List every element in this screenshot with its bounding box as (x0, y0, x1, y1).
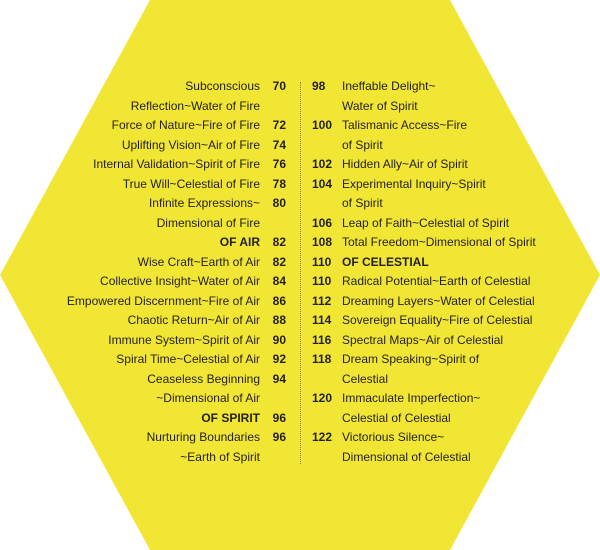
toc-entry (312, 292, 574, 312)
toc-entry-title-line: of Spirit (342, 196, 383, 210)
toc-entry-title-line: Dreaming Layers~Water of Celestial (342, 293, 535, 308)
toc-entry (40, 428, 286, 467)
toc-entry (40, 155, 286, 175)
toc-page-number: 82 (272, 235, 286, 249)
toc-entry (40, 116, 286, 136)
toc-entry (312, 155, 574, 175)
toc-page-number: 114 (312, 313, 332, 327)
toc-entry-title (342, 311, 532, 331)
toc-entry-title (138, 253, 260, 273)
toc-page-number: 108 (312, 235, 333, 249)
toc-entry-title-line: Immaculate Imperfection~ (342, 391, 481, 405)
toc-page-number: 110 (312, 254, 332, 269)
toc-right-column (312, 77, 574, 467)
toc-entry-title-line: Uplifting Vision~Air of Fire (121, 137, 260, 152)
toc-entry-title (342, 428, 471, 467)
toc-entry-title (342, 155, 468, 175)
toc-page-number: 120 (312, 391, 333, 405)
toc-entry-title (100, 272, 260, 292)
toc-page-number: 92 (272, 352, 286, 366)
toc-entry (40, 272, 286, 292)
toc-entry-title (342, 116, 467, 155)
toc-entry-title (342, 272, 530, 292)
toc-entry-title-line: Ceaseless Beginning (147, 371, 260, 386)
toc-page-number: 74 (272, 137, 286, 152)
toc-page-number: 110 (312, 274, 332, 288)
toc-entry-title-line: Dimensional of Celestial (342, 449, 471, 464)
toc-section-heading (40, 409, 286, 429)
toc-left-column (40, 77, 286, 467)
toc-entry-title (342, 350, 479, 389)
toc-entry-title-line: Ineffable Delight~ (342, 79, 436, 93)
toc-entry-title (342, 389, 480, 428)
toc-entry-title-line: Force of Nature~Fire of Fire (111, 118, 260, 132)
toc-entry-title-line: Sovereign Equality~Fire of Celestial (342, 313, 533, 327)
toc-entry-title-line: Talismanic Access~Fire (342, 118, 468, 132)
toc-entry-title (149, 194, 260, 233)
toc-entry-title (123, 175, 260, 195)
toc-entry-title-line: Celestial of Celestial (342, 410, 451, 425)
toc-page-number: 70 (272, 79, 286, 93)
toc-page-number: 118 (312, 352, 332, 366)
toc-entry-title-line: ~Earth of Spirit (180, 449, 260, 464)
toc-entry (312, 116, 574, 155)
toc-page-number: 78 (272, 176, 286, 191)
toc-entry (312, 272, 574, 292)
toc-entry-title-line: Water of Spirit (342, 98, 418, 113)
toc-entry-title (342, 175, 486, 214)
toc-entry (312, 233, 574, 253)
toc-entry-title-line: Reflection~Water of Fire (130, 98, 260, 113)
toc-entry (312, 214, 574, 234)
toc-entry-title-line: Wise Craft~Earth of Air (137, 254, 260, 269)
toc-entry-title-line: Spiral Time~Celestial of Air (116, 352, 260, 366)
toc-page-number: 96 (272, 410, 286, 425)
toc-entry-title-line: Hidden Ally~Air of Spirit (342, 157, 468, 171)
toc-entry-title-line: Dimensional of Fire (156, 215, 260, 230)
toc-page-number: 72 (272, 118, 286, 132)
toc-entry (312, 331, 574, 351)
toc-entry-title-line: Subconscious (185, 79, 260, 93)
toc-entry-title (108, 331, 260, 351)
toc-page-number: 102 (312, 157, 333, 171)
toc-page-number: 96 (272, 430, 286, 444)
toc-page-number: 122 (312, 430, 333, 444)
toc-entry (40, 253, 286, 273)
toc-entry-title-line: Radical Potential~Earth of Celestial (342, 274, 531, 288)
toc-entry (312, 77, 574, 116)
toc-entry-title-line: Internal Validation~Spirit of Fire (93, 157, 260, 171)
toc-section-heading (312, 253, 574, 273)
toc-page-number: 94 (272, 371, 286, 386)
toc-entry (40, 136, 286, 156)
toc-page-number: 106 (312, 215, 333, 230)
toc-entry-title-line: Immune System~Spirit of Air (108, 332, 260, 347)
toc-entry-title-line: OF CELESTIAL (342, 254, 429, 269)
toc-entry-title (201, 409, 260, 429)
toc-entry-title-line: Empowered Discernment~Fire of Air (66, 293, 260, 308)
toc-entry-title (342, 292, 535, 312)
toc-entry-title-line: Nurturing Boundaries (146, 430, 260, 444)
toc-entry (40, 292, 286, 312)
toc-page-number: 112 (312, 293, 332, 308)
toc-entry-title (122, 136, 260, 156)
toc-entry (312, 175, 574, 214)
toc-entry (40, 77, 286, 116)
toc-page-number: 76 (272, 157, 286, 171)
toc-entry-title-line: OF SPIRIT (201, 410, 260, 425)
toc-page-number: 82 (272, 254, 286, 269)
toc-entry-title-line: OF AIR (219, 235, 260, 249)
toc-entry (40, 370, 286, 409)
toc-entry-title-line: Dream Speaking~Spirit of (342, 352, 480, 366)
toc-entry (40, 350, 286, 370)
toc-entry-title-line: Spectral Maps~Air of Celestial (342, 332, 504, 347)
toc-entry-title (131, 77, 260, 116)
toc-page-number: 104 (312, 176, 333, 191)
toc-entry-title (220, 233, 260, 253)
toc-entry (40, 175, 286, 195)
toc-entry-title-line: Experimental Inquiry~Spirit (342, 176, 486, 191)
toc-entry (312, 350, 574, 389)
toc-entry-title (147, 370, 260, 409)
toc-page-number: 88 (272, 313, 286, 327)
toc-entry-title-line: Infinite Expressions~ (148, 196, 260, 210)
toc-page-number: 100 (312, 118, 333, 132)
toc-entry-title (67, 292, 260, 312)
toc-entry (312, 389, 574, 428)
toc-entry-title (342, 253, 429, 273)
toc-entry (40, 194, 286, 233)
toc-entry-title-line: Victorious Silence~ (342, 430, 445, 444)
toc-entry (312, 428, 574, 467)
toc-section-heading (40, 233, 286, 253)
toc-entry-title (116, 350, 260, 370)
toc-entry-title-line: Chaotic Return~Air of Air (127, 313, 260, 327)
toc-entry (40, 311, 286, 331)
toc-page-number: 80 (272, 196, 286, 210)
toc-entry-title (93, 155, 260, 175)
toc-page-number: 116 (312, 332, 332, 347)
column-divider (300, 82, 301, 464)
toc-entry-title (342, 233, 536, 253)
toc-entry-title (342, 214, 509, 234)
toc-entry (40, 331, 286, 351)
toc-entry-title-line: Leap of Faith~Celestial of Spirit (342, 215, 510, 230)
toc-entry-title-line: Celestial (342, 371, 389, 386)
toc-page-number: 90 (272, 332, 286, 347)
toc-entry-title-line: Collective Insight~Water of Air (100, 274, 260, 288)
toc-entry-title-line: ~Dimensional of Air (156, 391, 260, 405)
toc-entry-title (147, 428, 260, 467)
toc-entry (312, 311, 574, 331)
toc-entry-title (342, 331, 503, 351)
toc-entry-title-line: True Will~Celestial of Fire (122, 176, 260, 191)
toc-page-number: 98 (312, 79, 326, 93)
toc-page-number: 84 (272, 274, 286, 288)
toc-entry-title-line: of Spirit (342, 137, 383, 152)
toc-entry-title-line: Total Freedom~Dimensional of Spirit (342, 235, 536, 249)
toc-page-number: 86 (272, 293, 286, 308)
toc-entry-title (342, 77, 436, 116)
toc-entry-title (112, 116, 260, 136)
toc-entry-title (128, 311, 260, 331)
